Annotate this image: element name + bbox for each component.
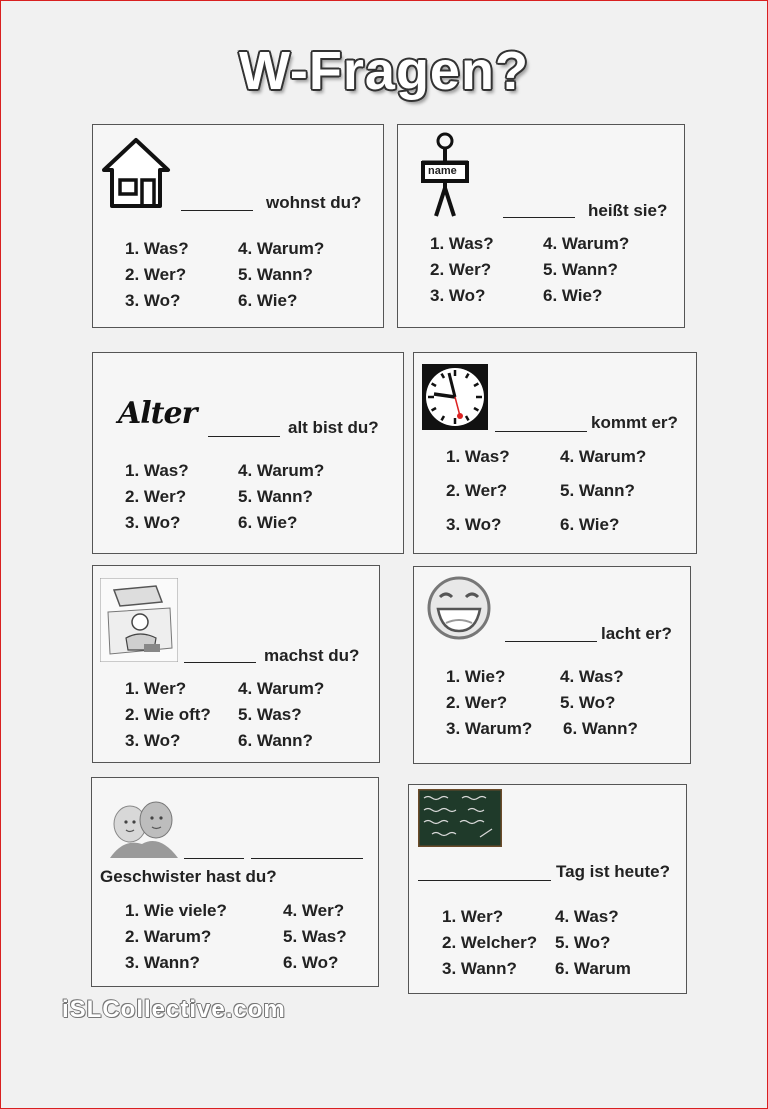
page-title: W-Fragen? — [239, 41, 529, 101]
child-reading-sketch — [100, 578, 178, 662]
option: 1. Wie? — [446, 667, 506, 686]
option: 2. Wer? — [446, 481, 508, 500]
option: 1. Was? — [446, 447, 510, 466]
question-text: Tag ist heute? — [556, 862, 670, 881]
option: 3. Wo? — [125, 291, 181, 310]
question-text: machst du? — [264, 646, 360, 665]
option: 2. Wer? — [125, 487, 187, 506]
answer-blank[interactable] — [184, 858, 244, 859]
answer-blank[interactable] — [418, 880, 551, 881]
option: 3. Wo? — [125, 731, 181, 750]
option: 5. Wann? — [238, 265, 313, 284]
alter-image-text: Alter — [118, 396, 197, 431]
option: 2. Wer? — [430, 260, 492, 279]
option: 4. Warum? — [238, 679, 325, 698]
house-icon — [100, 136, 172, 210]
option: 6. Wann? — [563, 719, 638, 738]
option: 3. Warum? — [446, 719, 533, 738]
option: 4. Warum? — [560, 447, 647, 466]
option: 6. Warum — [555, 959, 631, 978]
option: 1. Was? — [125, 461, 189, 480]
option: 2. Wer? — [446, 693, 508, 712]
option: 5. Was? — [283, 927, 347, 946]
answer-blank[interactable] — [251, 858, 363, 859]
option: 4. Was? — [560, 667, 624, 686]
question-text: Geschwister hast du? — [100, 867, 277, 886]
option: 3. Wo? — [430, 286, 486, 305]
option: 1. Was? — [430, 234, 494, 253]
option: 6. Wie? — [543, 286, 603, 305]
question-text: wohnst du? — [266, 193, 362, 212]
option: 6. Wann? — [238, 731, 313, 750]
answer-blank[interactable] — [181, 210, 253, 211]
option: 6. Wo? — [283, 953, 339, 972]
option: 3. Wann? — [125, 953, 200, 972]
question-text: kommt er? — [591, 413, 678, 432]
answer-blank[interactable] — [505, 641, 597, 642]
option: 2. Wie oft? — [125, 705, 211, 724]
siblings-photo — [104, 794, 182, 858]
option: 2. Wer? — [125, 265, 187, 284]
option: 5. Wo? — [560, 693, 616, 712]
laughing-face-icon — [424, 575, 494, 641]
question-text: alt bist du? — [288, 418, 379, 437]
option: 5. Wann? — [543, 260, 618, 279]
option: 3. Wo? — [446, 515, 502, 534]
option: 6. Wie? — [238, 513, 298, 532]
option: 4. Warum? — [238, 461, 325, 480]
option: 3. Wo? — [125, 513, 181, 532]
sign-label: name — [428, 165, 457, 177]
option: 4. Warum? — [543, 234, 630, 253]
option: 6. Wie? — [560, 515, 620, 534]
option: 3. Wann? — [442, 959, 517, 978]
clock-icon — [422, 364, 488, 430]
option: 1. Wer? — [125, 679, 187, 698]
option: 2. Warum? — [125, 927, 212, 946]
answer-blank[interactable] — [495, 431, 587, 432]
answer-blank[interactable] — [184, 662, 256, 663]
option: 1. Wer? — [442, 907, 504, 926]
answer-blank[interactable] — [208, 436, 280, 437]
option: 4. Wer? — [283, 901, 345, 920]
option: 5. Wo? — [555, 933, 611, 952]
question-text: heißt sie? — [588, 201, 668, 220]
question-text: lacht er? — [601, 624, 672, 643]
option: 1. Wie viele? — [125, 901, 227, 920]
option: 4. Warum? — [238, 239, 325, 258]
option: 5. Wann? — [560, 481, 635, 500]
option: 6. Wie? — [238, 291, 298, 310]
option: 2. Welcher? — [442, 933, 538, 952]
option: 5. Wann? — [238, 487, 313, 506]
chalkboard-days-image — [418, 789, 502, 847]
option: 5. Was? — [238, 705, 302, 724]
option: 1. Was? — [125, 239, 189, 258]
answer-blank[interactable] — [503, 217, 575, 218]
option: 4. Was? — [555, 907, 619, 926]
watermark-brand: iSLCollective.com — [62, 996, 286, 1023]
